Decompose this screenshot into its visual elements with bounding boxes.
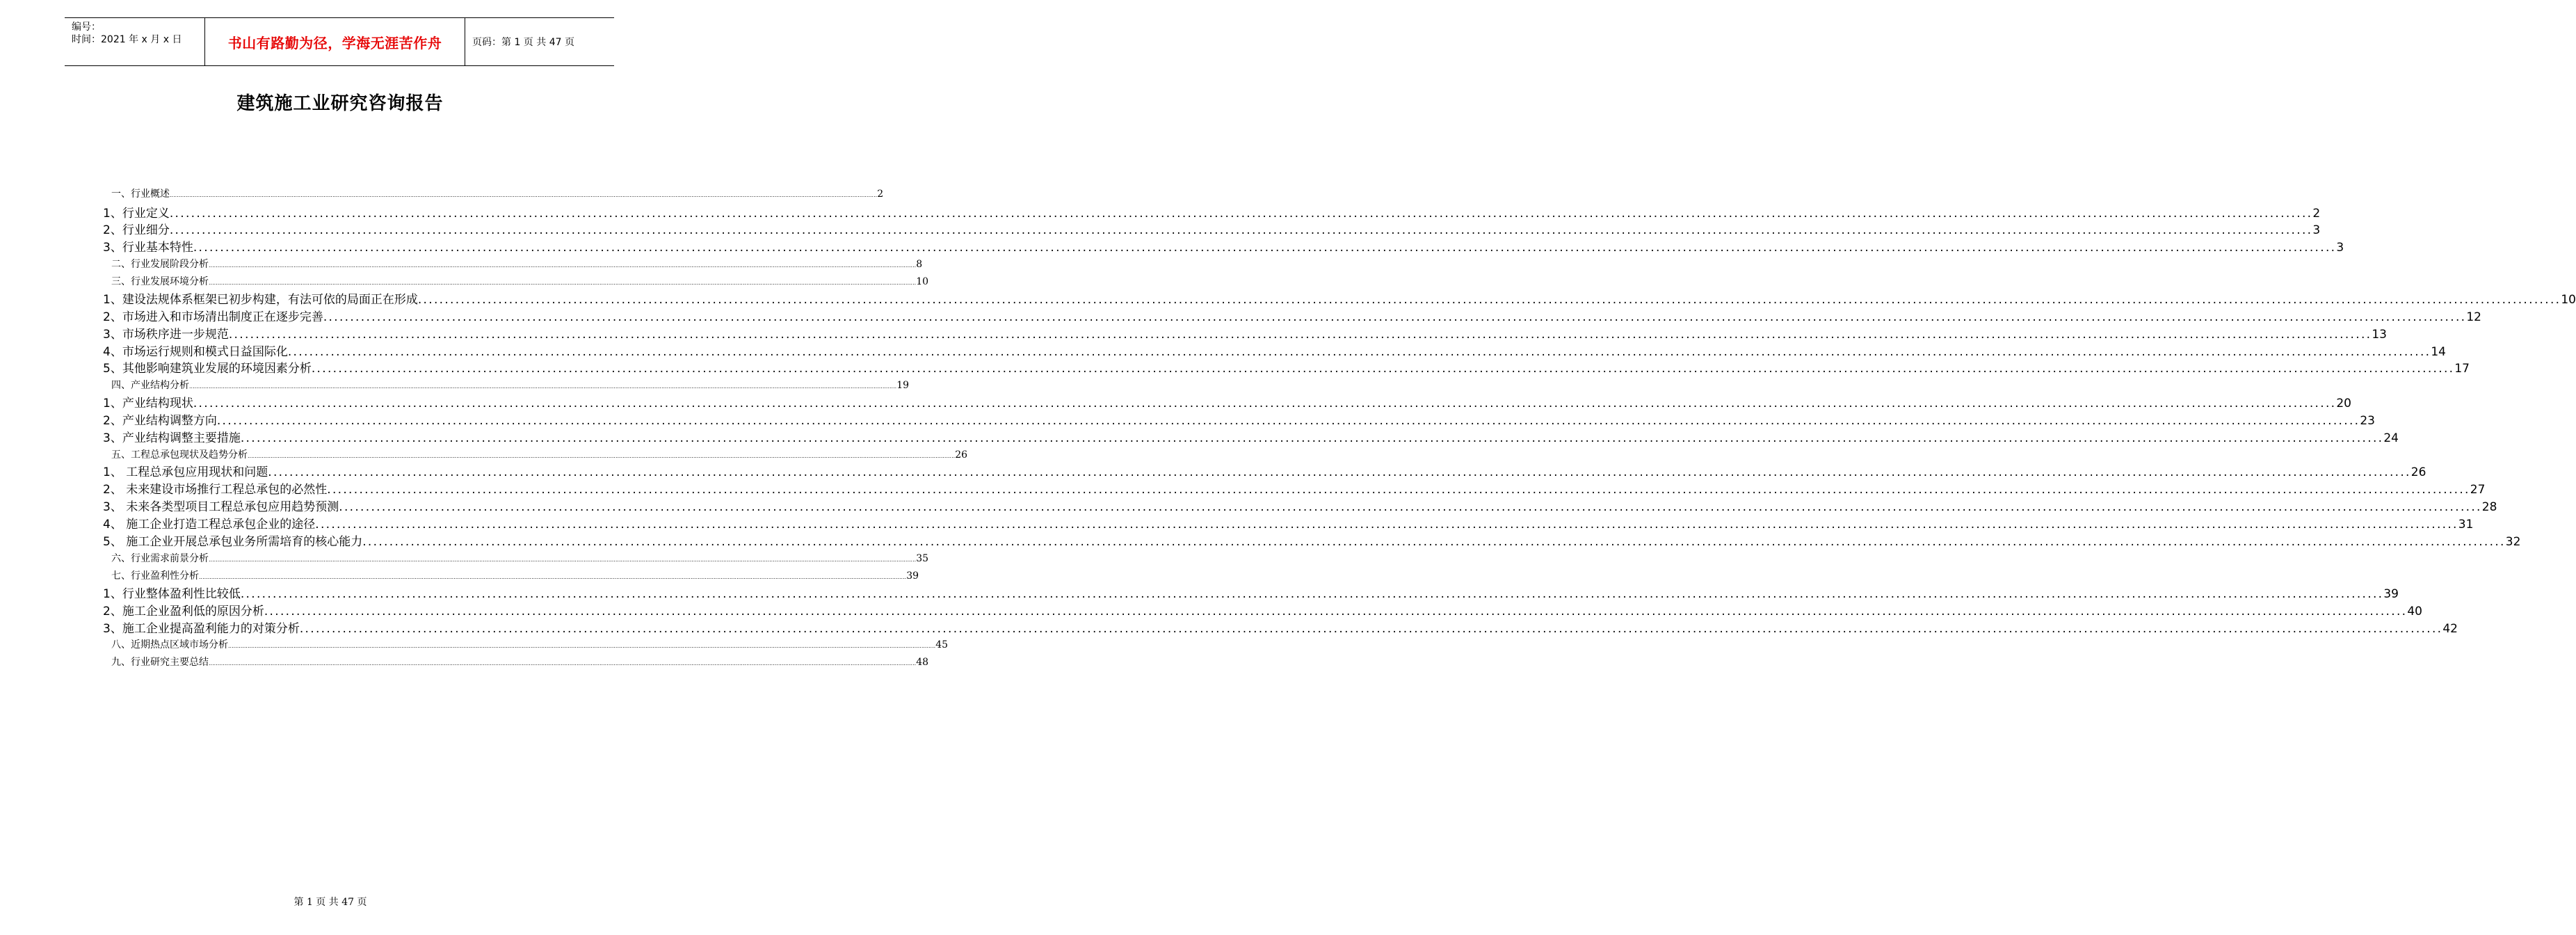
toc-dot-leader: ................................................................................................................................................................................................................................................................................................................................................................................................................ — [228, 643, 936, 649]
toc-subsection-entry[interactable] — [103, 500, 2497, 515]
toc-section-entry[interactable] — [111, 275, 929, 289]
toc-subsection-entry[interactable] — [103, 586, 2399, 602]
toc-entry-label: 3、施工企业提高盈利能力的对策分析 — [103, 622, 300, 636]
toc-subsection-entry[interactable] — [103, 361, 2470, 376]
toc-subsection-entry[interactable] — [103, 292, 2576, 307]
toc-subsection-entry[interactable] — [103, 240, 2344, 255]
toc-subsection-entry[interactable] — [103, 621, 2458, 637]
toc-subsection-entry[interactable] — [103, 604, 2422, 619]
toc-dot-leader: ................................................................................................................................................................................................................................................................................................................................................................................................................ — [248, 453, 956, 459]
toc-entry-page: 27 — [2470, 483, 2486, 497]
toc-dot-leader: ................................................................................................................................................................................................................................................................................................................................................................................................................ — [209, 557, 917, 563]
toc-entry-label: 四、产业结构分析 — [111, 380, 189, 391]
toc-entry-page: 10 — [2561, 293, 2576, 307]
toc-entry-label: 1、 工程总承包应用现状和问题 — [103, 465, 268, 479]
toc-subsection-entry[interactable] — [103, 482, 2486, 497]
toc-dot-leader: ................................................................................................................................................................................................................................................................................................................................................................................................................ — [169, 207, 2313, 221]
toc-entry-page: 10 — [916, 276, 929, 287]
toc-entry-label: 六、行业需求前景分析 — [111, 553, 209, 564]
toc-dot-leader: ................................................................................................................................................................................................................................................................................................................................................................................................................ — [169, 223, 2313, 237]
toc-section-entry[interactable] — [111, 552, 929, 566]
toc-entry-page: 19 — [896, 380, 910, 391]
toc-entry-label: 3、 未来各类型项目工程总承包应用趋势预测 — [103, 500, 339, 514]
toc-entry-page: 35 — [916, 553, 929, 564]
toc-subsection-entry[interactable] — [103, 223, 2321, 238]
toc-dot-leader: ................................................................................................................................................................................................................................................................................................................................................................................................................ — [268, 465, 2411, 479]
toc-entry-label: 1、行业定义 — [103, 207, 170, 221]
toc-entry-page: 23 — [2360, 414, 2375, 428]
toc-entry-label: 1、产业结构现状 — [103, 397, 193, 410]
toc-subsection-entry[interactable] — [103, 465, 2426, 480]
toc-entry-label: 三、行业发展环境分析 — [111, 276, 209, 287]
toc-section-entry[interactable] — [111, 570, 919, 584]
toc-entry-label: 2、行业细分 — [103, 223, 170, 237]
page-footer: 第 1 页 共 47 页 — [293, 897, 367, 908]
toc-dot-leader: ................................................................................................................................................................................................................................................................................................................................................................................................................ — [315, 518, 2458, 532]
toc-dot-leader: ................................................................................................................................................................................................................................................................................................................................................................................................................ — [240, 587, 2384, 601]
toc-entry-page: 31 — [2458, 518, 2474, 532]
toc-dot-leader: ................................................................................................................................................................................................................................................................................................................................................................................................................ — [299, 622, 2443, 636]
toc-section-entry[interactable] — [111, 379, 910, 393]
toc-subsection-entry[interactable] — [103, 431, 2399, 446]
toc-entry-label: 3、产业结构调整主要措施 — [103, 431, 241, 445]
time-label: 时间：2021 年 x 月 x 日 — [72, 34, 182, 45]
toc-dot-leader: ................................................................................................................................................................................................................................................................................................................................................................................................................ — [209, 660, 917, 666]
toc-entry-label: 八、近期热点区域市场分析 — [111, 639, 228, 650]
toc-section-entry[interactable] — [111, 449, 968, 463]
toc-entry-page: 39 — [906, 570, 919, 582]
toc-dot-leader: ................................................................................................................................................................................................................................................................................................................................................................................................................ — [209, 262, 917, 269]
toc-subsection-entry[interactable] — [103, 534, 2521, 550]
toc-dot-leader: ................................................................................................................................................................................................................................................................................................................................................................................................................ — [339, 500, 2482, 514]
toc-subsection-entry[interactable] — [103, 517, 2474, 532]
toc-dot-leader: ................................................................................................................................................................................................................................................................................................................................................................................................................ — [311, 362, 2455, 376]
toc-subsection-entry[interactable] — [103, 344, 2446, 360]
toc-entry-page: 17 — [2454, 362, 2470, 376]
toc-entry-label: 一、行业概述 — [111, 189, 170, 200]
toc-entry-page: 32 — [2505, 535, 2521, 549]
toc-entry-label: 2、产业结构调整方向 — [103, 414, 217, 428]
toc-dot-leader: ................................................................................................................................................................................................................................................................................................................................................................................................................ — [264, 605, 2408, 618]
toc-entry-page: 20 — [2336, 397, 2351, 410]
toc-entry-label: 2、市场进入和市场清出制度正在逐步完善 — [103, 310, 323, 324]
toc-dot-leader: ................................................................................................................................................................................................................................................................................................................................................................................................................ — [216, 414, 2360, 428]
toc-entry-page: 39 — [2383, 587, 2399, 601]
toc-dot-leader: ................................................................................................................................................................................................................................................................................................................................................................................................................ — [327, 483, 2470, 497]
toc-section-entry[interactable] — [111, 258, 923, 272]
toc-entry-label: 二、行业发展阶段分析 — [111, 259, 209, 270]
toc-entry-page: 28 — [2481, 500, 2497, 514]
toc-entry-page: 48 — [916, 657, 929, 668]
toc-entry-page: 13 — [2372, 328, 2387, 342]
toc-entry-page: 14 — [2431, 345, 2446, 359]
toc-entry-label: 2、施工企业盈利低的原因分析 — [103, 605, 264, 618]
serial-label: 编号： — [72, 22, 101, 33]
page-title: 建筑施工业研究咨询报告 — [236, 93, 444, 114]
toc-dot-leader: ................................................................................................................................................................................................................................................................................................................................................................................................................ — [189, 383, 897, 390]
toc-dot-leader: ................................................................................................................................................................................................................................................................................................................................................................................................................ — [199, 574, 907, 580]
toc-entry-page: 42 — [2442, 622, 2458, 636]
toc-subsection-entry[interactable] — [103, 310, 2481, 325]
toc-dot-leader: ................................................................................................................................................................................................................................................................................................................................................................................................................ — [228, 328, 2372, 342]
toc-entry-label: 4、 施工企业打造工程总承包企业的途径 — [103, 518, 316, 532]
toc-entry-page: 3 — [2312, 223, 2321, 237]
toc-entry-label: 5、 施工企业开展总承包业务所需培育的核心能力 — [103, 535, 363, 549]
toc-entry-label: 七、行业盈利性分析 — [111, 570, 199, 582]
toc-entry-label: 4、市场运行规则和模式日益国际化 — [103, 345, 288, 359]
header-table — [65, 17, 614, 66]
header-meta-cell — [65, 18, 205, 65]
toc-subsection-entry[interactable] — [103, 413, 2375, 429]
toc-entry-page: 3 — [2336, 241, 2344, 255]
toc-entry-label: 1、建设法规体系框架已初步构建，有法可依的局面正在形成 — [103, 293, 418, 307]
toc-subsection-entry[interactable] — [103, 206, 2321, 221]
toc-dot-leader: ................................................................................................................................................................................................................................................................................................................................................................................................................ — [287, 345, 2431, 359]
toc-dot-leader: ................................................................................................................................................................................................................................................................................................................................................................................................................ — [417, 293, 2561, 307]
toc-dot-leader: ................................................................................................................................................................................................................................................................................................................................................................................................................ — [362, 535, 2506, 549]
toc-entry-label: 5、其他影响建筑业发展的环境因素分析 — [103, 362, 312, 376]
header-page-cell — [465, 18, 614, 65]
toc-dot-leader: ................................................................................................................................................................................................................................................................................................................................................................................................................ — [193, 241, 2337, 255]
toc-entry-page: 40 — [2407, 605, 2422, 618]
toc-dot-leader: ................................................................................................................................................................................................................................................................................................................................................................................................................ — [170, 192, 878, 198]
toc-entry-label: 五、工程总承包现状及趋势分析 — [111, 449, 248, 461]
toc-entry-label: 3、市场秩序进一步规范 — [103, 328, 229, 342]
toc-subsection-entry[interactable] — [103, 327, 2387, 342]
toc-entry-page: 24 — [2383, 431, 2399, 445]
toc-entry-label: 2、 未来建设市场推行工程总承包的必然性 — [103, 483, 328, 497]
toc-subsection-entry[interactable] — [103, 396, 2351, 411]
page-label: 页码：第 1 页 共 47 页 — [472, 37, 574, 48]
toc-entry-page: 2 — [877, 189, 884, 200]
toc-entry-page: 26 — [955, 449, 968, 461]
toc-entry-page: 8 — [916, 259, 923, 270]
toc-entry-label: 九、行业研究主要总结 — [111, 657, 209, 668]
toc-entry-page: 2 — [2312, 207, 2321, 221]
toc-dot-leader: ................................................................................................................................................................................................................................................................................................................................................................................................................ — [209, 280, 917, 286]
toc-section-entry[interactable] — [111, 188, 884, 202]
toc-dot-leader: ................................................................................................................................................................................................................................................................................................................................................................................................................ — [240, 431, 2384, 445]
motto: 书山有路勤为径，学海无涯苦作舟 — [227, 34, 442, 51]
toc-entry-page: 26 — [2410, 465, 2426, 479]
toc-section-entry[interactable] — [111, 656, 929, 670]
toc-entry-page: 12 — [2466, 310, 2481, 324]
toc-section-entry[interactable] — [111, 639, 949, 653]
toc-dot-leader: ................................................................................................................................................................................................................................................................................................................................................................................................................ — [323, 310, 2467, 324]
toc-entry-page: 45 — [935, 639, 949, 650]
toc-entry-label: 1、行业整体盈利性比较低 — [103, 587, 241, 601]
header-motto-cell — [205, 18, 465, 65]
toc-entry-label: 3、行业基本特性 — [103, 241, 193, 255]
toc-dot-leader: ................................................................................................................................................................................................................................................................................................................................................................................................................ — [193, 397, 2337, 410]
